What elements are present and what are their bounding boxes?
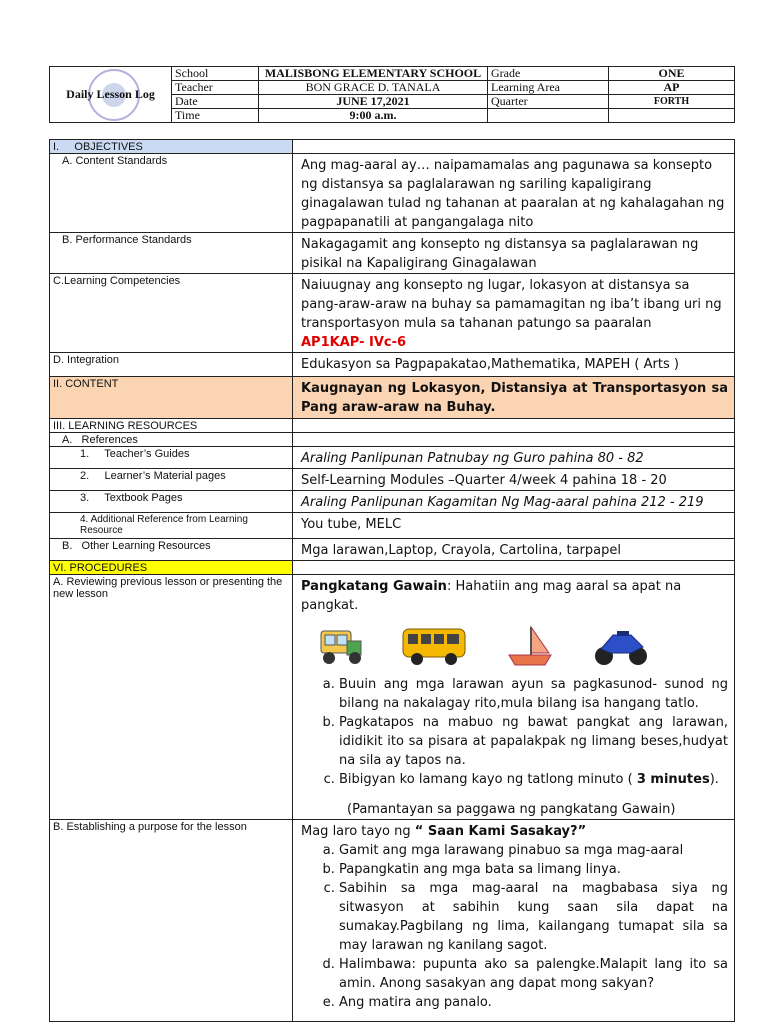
purpose-cell [293,820,735,1022]
learners-material-label: 2. Learner’s Material pages [50,469,293,491]
logo-cell [50,67,172,123]
time-label: Time [172,109,259,123]
learning-competencies-cell [293,274,735,353]
competency-code: AP1KAP- IVc-6 [301,335,407,350]
textbook-pages-label: 3. Textbook Pages [50,491,293,513]
additional-reference-value: You tube, MELC [293,513,735,539]
textbook-pages-value: Araling Panlipunan Kagamitan Ng Mag-aaral pahina 212 - 219 [293,491,735,513]
content-text: Kaugnayan ng Lokasyon, Distansiya at Transportasyon sa Pang araw-araw na Buhay. [293,377,735,419]
objectives-heading: I. OBJECTIVES [50,140,293,154]
review-lesson-label: A. Reviewing previous lesson or presenting the new lesson [50,575,293,820]
school-value: MALISBONG ELEMENTARY SCHOOL [259,67,488,81]
time-value: 9:00 a.m. [259,109,488,123]
list-item-text: Bibigyan ko lamang kayo ng tatlong minuto ( [339,772,637,787]
transport-icons [301,615,728,675]
group-activity-note: (Pamantayan sa paggawa ng pangkatang Gawain) [347,802,676,817]
learning-competencies-label: C.Learning Competencies [50,274,293,353]
purpose-label: B. Establishing a purpose for the lesson [50,820,293,1022]
performance-standards-label: B. Performance Standards [50,233,293,274]
empty-cell [293,561,735,575]
teachers-guides-label: 1. Teacher’s Guides [50,447,293,469]
additional-reference-label: 4. Additional Reference from Learning Resource [50,513,293,539]
list-item: c. Sabihin sa mga mag-aaral na magbabasa siya ng sitwasyon at sabihin kung saan sila dapat na sumakay.Pagbilang ng lima, kailangang tumapat sila sa may larawan ng kanilang sagot. [339,879,728,955]
area-value: AP [609,81,735,95]
date-label: Date [172,95,259,109]
group-activity-list [301,675,728,789]
list-item-text: ). [709,772,719,787]
game-title: “ Saan Kami Sasakay?” [414,824,587,839]
tricycle-icon [317,625,363,667]
performance-standards-text: Nakagagamit ang konsepto ng distansya sa paglalarawan ng pisikal na Kapaligirang Ginagalawan [293,233,735,274]
list-item: b. Papangkatin ang mga bata sa limang linya. [339,860,728,879]
content-standards-label: A. Content Standards [50,154,293,233]
learning-resources-label: III. LEARNING RESOURCES [50,419,293,433]
procedures-label: VI. PROCEDURES [50,561,293,575]
other-resources-value: Mga larawan,Laptop, Crayola, Cartolina, tarpapel [293,539,735,561]
content-standards-text: Ang mag-aaral ay… naipamamalas ang pagunawa sa konsepto ng distansya sa paglalarawan ng sariling kapaligirang ginagalawan tulad ng tahanan at paaralan at ng kahalagahan ng pagpapanatili at pangangalaga nito [293,154,735,233]
game-intro-text: Mag laro tayo ng [301,824,415,839]
empty-cell [293,433,735,447]
empty-cell [609,109,735,123]
lesson-table [49,139,735,1022]
list-item: a. Buuin ang mga larawan ayun sa pagkasunod- sunod ng bilang na nakalagay rito,mula bilang isa hangang tatlo. [339,675,728,713]
group-activity-intro [301,577,728,615]
review-lesson-cell [293,575,735,820]
empty-cell [293,140,735,154]
list-item: a. Gamit ang mga larawang pinabuo sa mga mag-aaral [339,841,728,860]
grade-value: ONE [609,67,735,81]
date-value: JUNE 17,2021 [259,95,488,109]
school-label: School [172,67,259,81]
list-item [339,770,728,789]
list-item: d. Halimbawa: pupunta ako sa palengke.Malapit lang ito sa amin. Anong sasakyan ang dapat mong sakyan? [339,955,728,993]
group-activity-title: Pangkatang Gawain [301,579,447,594]
game-steps-list [301,841,728,1012]
teacher-value: BON GRACE D. TANALA [259,81,488,95]
group-activity-text: : Hahatiin ang mag aaral sa apat na pangkat. [301,579,682,613]
integration-label: D. Integration [50,353,293,377]
quarter-value: FORTH [609,95,735,109]
teacher-label: Teacher [172,81,259,95]
references-label: A. References [50,433,293,447]
learners-material-value: Self-Learning Modules –Quarter 4/week 4 pahina 18 - 20 [293,469,735,491]
boat-icon [505,625,555,667]
integration-text: Edukasyon sa Pagpapakatao,Mathematika, MAPEH ( Arts ) [293,353,735,377]
motorcycle-icon [593,625,649,667]
list-item-bold: 3 minutes [636,772,710,787]
dll-title: Daily Lesson Log [66,87,155,101]
list-item: b. Pagkatapos na mabuo ng bawat pangkat ang larawan, ididikit ito sa pisara at papalakpak ng limang beses,hudyat na sila ay tapos na. [339,713,728,770]
quarter-label: Quarter [488,95,609,109]
learning-competencies-text: Naiuugnay ang konsepto ng lugar, lokasyon at distansya sa pang-araw-araw na buhay sa pamamagitan ng iba’t ibang uri ng transportasyon mula sa tahanan patungo sa paaralan [301,278,722,331]
area-label: Learning Area [488,81,609,95]
bus-icon [401,625,467,667]
grade-label: Grade [488,67,609,81]
content-label: II. CONTENT [50,377,293,419]
empty-cell [293,419,735,433]
game-intro [301,822,728,841]
empty-cell [488,109,609,123]
other-resources-label: B. Other Learning Resources [50,539,293,561]
teachers-guides-value: Araling Panlipunan Patnubay ng Guro pahina 80 - 82 [293,447,735,469]
header-table [49,66,735,123]
list-item: e. Ang matira ang panalo. [339,993,728,1012]
